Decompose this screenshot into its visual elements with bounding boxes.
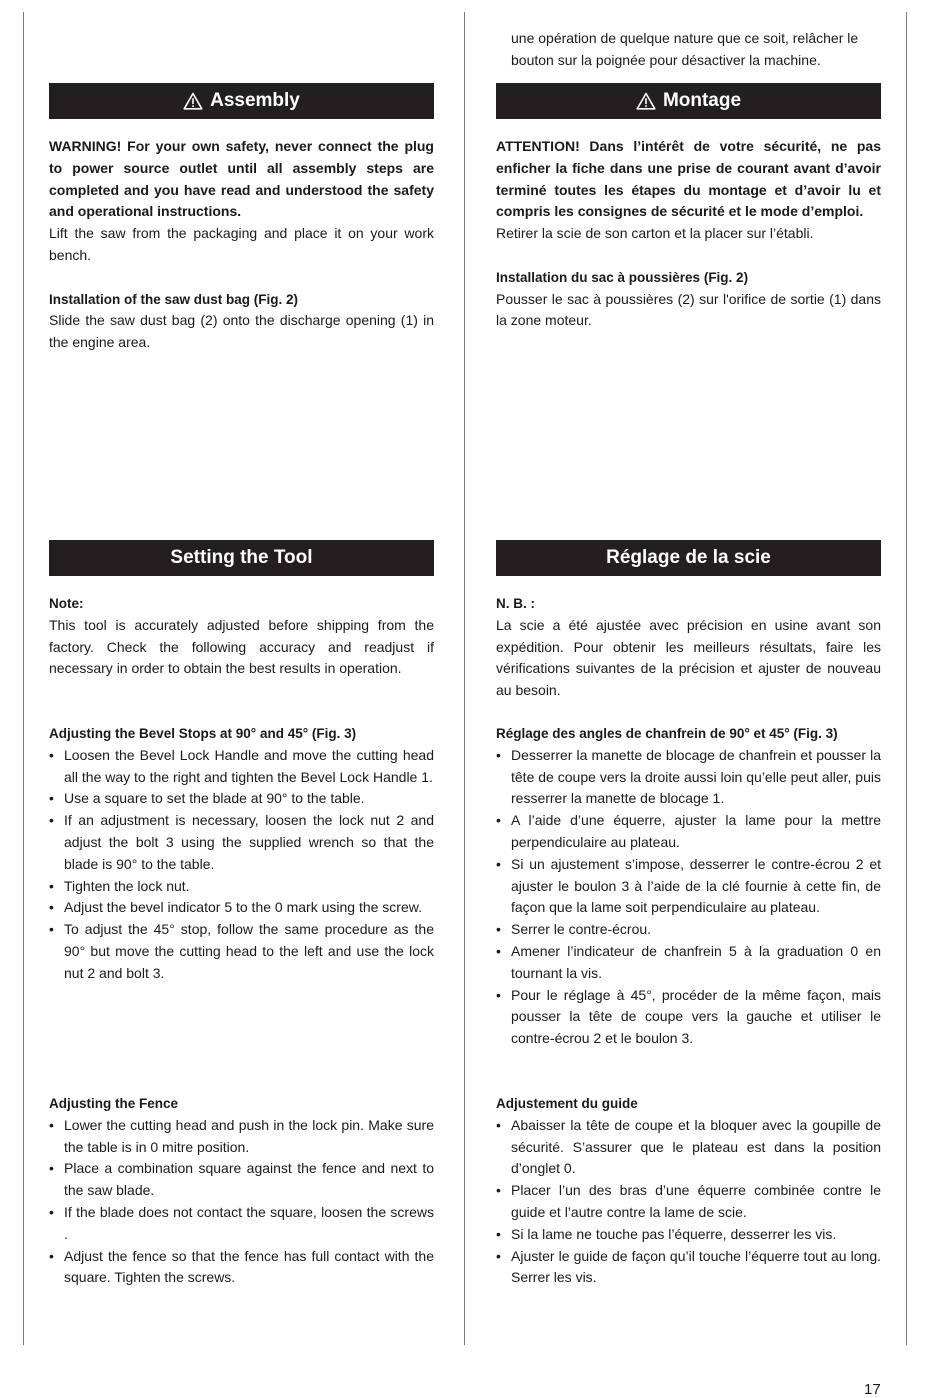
assembly-fr-body (496, 136, 881, 332)
list-item: • If an adjustment is necessary, loosen the lock nut 2 and adjust the bolt 3 using the supplied wrench so that the blade is 90° to the table. (49, 810, 434, 875)
list-item: • Adjust the bevel indicator 5 to the 0 mark using the screw. (49, 897, 434, 919)
list-item: • Use a square to set the blade at 90° to the table. (49, 788, 434, 810)
list-item: • Placer l’un des bras d’une équerre combinée contre le guide et l’autre contre la lame de scie. (496, 1180, 881, 1224)
note-label-fr: N. B. : (496, 596, 535, 611)
french-carry-over: une opération de quelque nature que ce soit, relâcher le bouton sur la poignée pour désactiver la machine. (511, 30, 859, 68)
dust-bag-heading: Installation of the saw dust bag (Fig. 2) (49, 291, 299, 307)
dust-bag-text-fr: Pousser le sac à poussières (2) sur l'orifice de sortie (1) dans la zone moteur. (496, 290, 881, 329)
warning-triangle-icon (636, 92, 656, 110)
assembly-en-body (49, 136, 434, 354)
setting-en-note (49, 593, 434, 680)
left-margin-rule (23, 12, 24, 1345)
list-item: • Tighten the lock nut. (49, 876, 434, 898)
warning-triangle-icon (183, 92, 203, 110)
list-item: • Lower the cutting head and push in the lock pin. Make sure the table is in 0 mitre position. (49, 1115, 434, 1159)
note-text: This tool is accurately adjusted before shipping from the factory. Check the following accuracy and readjust if necessary in order to obtain the best results in operation. (49, 616, 434, 677)
center-divider-rule (464, 12, 465, 1345)
bevel-steps-list-fr (496, 745, 881, 1050)
assembly-title: Assembly (210, 90, 300, 111)
setting-tool-banner (49, 540, 434, 576)
fence-section-fr (496, 1093, 881, 1289)
list-item: • Desserrer la manette de blocage de chanfrein et pousser la tête de coupe vers la droite aussi loin qu’elle peut aller, puis resserrer la manette de blocage 1. (496, 745, 881, 810)
assembly-lift-text: Lift the saw from the packaging and place it on your work bench. (49, 225, 434, 263)
bevel-heading: Adjusting the Bevel Stops at 90° and 45° (Fig. 3) (49, 726, 357, 741)
dust-bag-heading-fr: Installation du sac à poussières (Fig. 2) (496, 269, 749, 285)
bevel-section-fr (496, 723, 881, 1050)
list-item: • Si la lame ne touche pas l’équerre, desserrer les vis. (496, 1224, 881, 1246)
list-item: • To adjust the 45° stop, follow the same procedure as the 90° but move the cutting head to the left and use the lock nut 2 and bolt 3. (49, 919, 434, 984)
montage-title: Montage (662, 90, 742, 111)
list-item: • Amener l’indicateur de chanfrein 5 à la graduation 0 en tournant la vis. (496, 941, 881, 985)
bevel-steps-list (49, 745, 434, 985)
setting-fr-note (496, 593, 881, 702)
note-label: Note: (49, 596, 84, 611)
note-text-fr: La scie a été ajustée avec précision en usine avant son expédition. Pour obtenir les meilleurs résultats, faire les vérifications suivantes de la précision et ajuster de nouveau au besoin. (496, 616, 881, 699)
list-item: • A l’aide d’une équerre, ajuster la lame pour la mettre perpendiculaire au plateau. (496, 810, 881, 854)
list-item: • Pour le réglage à 45°, procéder de la même façon, mais pousser la tête de coupe vers la gauche et utiliser le contre-écrou 2 et le boulon 3. (496, 985, 881, 1050)
list-item: • Serrer le contre-écrou. (496, 919, 881, 941)
setting-tool-title: Setting the Tool (170, 547, 313, 568)
fence-steps-list-fr (496, 1115, 881, 1289)
bevel-heading-fr: Réglage des angles de chanfrein de 90° et 45° (Fig. 3) (496, 726, 838, 741)
fence-section-en (49, 1093, 434, 1289)
list-item: • Loosen the Bevel Lock Handle and move the cutting head all the way to the right and tighten the Bevel Lock Handle 1. (49, 745, 434, 789)
reglage-banner (496, 540, 881, 576)
fence-heading: Adjusting the Fence (49, 1096, 179, 1111)
assembly-warning: WARNING! For your own safety, never connect the plug to power source outlet until all assembly steps are completed and you have read and understood the safety and operational instructions. (49, 138, 434, 220)
montage-banner (496, 83, 881, 119)
list-item: • Place a combination square against the fence and next to the saw blade. (49, 1158, 434, 1202)
list-item: • Ajuster le guide de façon qu’il touche l’équerre tout au long. Serrer les vis. (496, 1246, 881, 1290)
dust-bag-text: Slide the saw dust bag (2) onto the discharge opening (1) in the engine area. (49, 312, 434, 351)
page-number: 17 (864, 1381, 881, 1398)
right-margin-rule (906, 12, 907, 1345)
montage-lift-text: Retirer la scie de son carton et la placer sur l’établi. (496, 225, 814, 242)
fence-heading-fr: Adjustement du guide (496, 1096, 638, 1111)
list-item: • Abaisser la tête de coupe et la bloquer avec la goupille de sécurité. S’assurer que le plateau est dans la position d’onglet 0. (496, 1115, 881, 1180)
montage-warning: ATTENTION! Dans l’intérêt de votre sécurité, ne pas enficher la fiche dans une prise de courant avant d’avoir terminé toutes les étapes du montage et d’avoir lu et compris les consignes de sécurité et le mode d’emploi. (496, 138, 881, 220)
assembly-banner (49, 83, 434, 119)
list-item: • Adjust the fence so that the fence has full contact with the square. Tighten the screws. (49, 1246, 434, 1290)
reglage-title: Réglage de la scie (606, 547, 771, 568)
list-item: • If the blade does not contact the square, loosen the screws . (49, 1202, 434, 1246)
fence-steps-list (49, 1115, 434, 1289)
list-item: • Si un ajustement s’impose, desserrer le contre-écrou 2 et ajuster le boulon 3 à l’aide de la clé fournie à cette fin, de façon que la lame soit perpendiculaire au plateau. (496, 854, 881, 919)
bevel-section-en (49, 723, 434, 985)
